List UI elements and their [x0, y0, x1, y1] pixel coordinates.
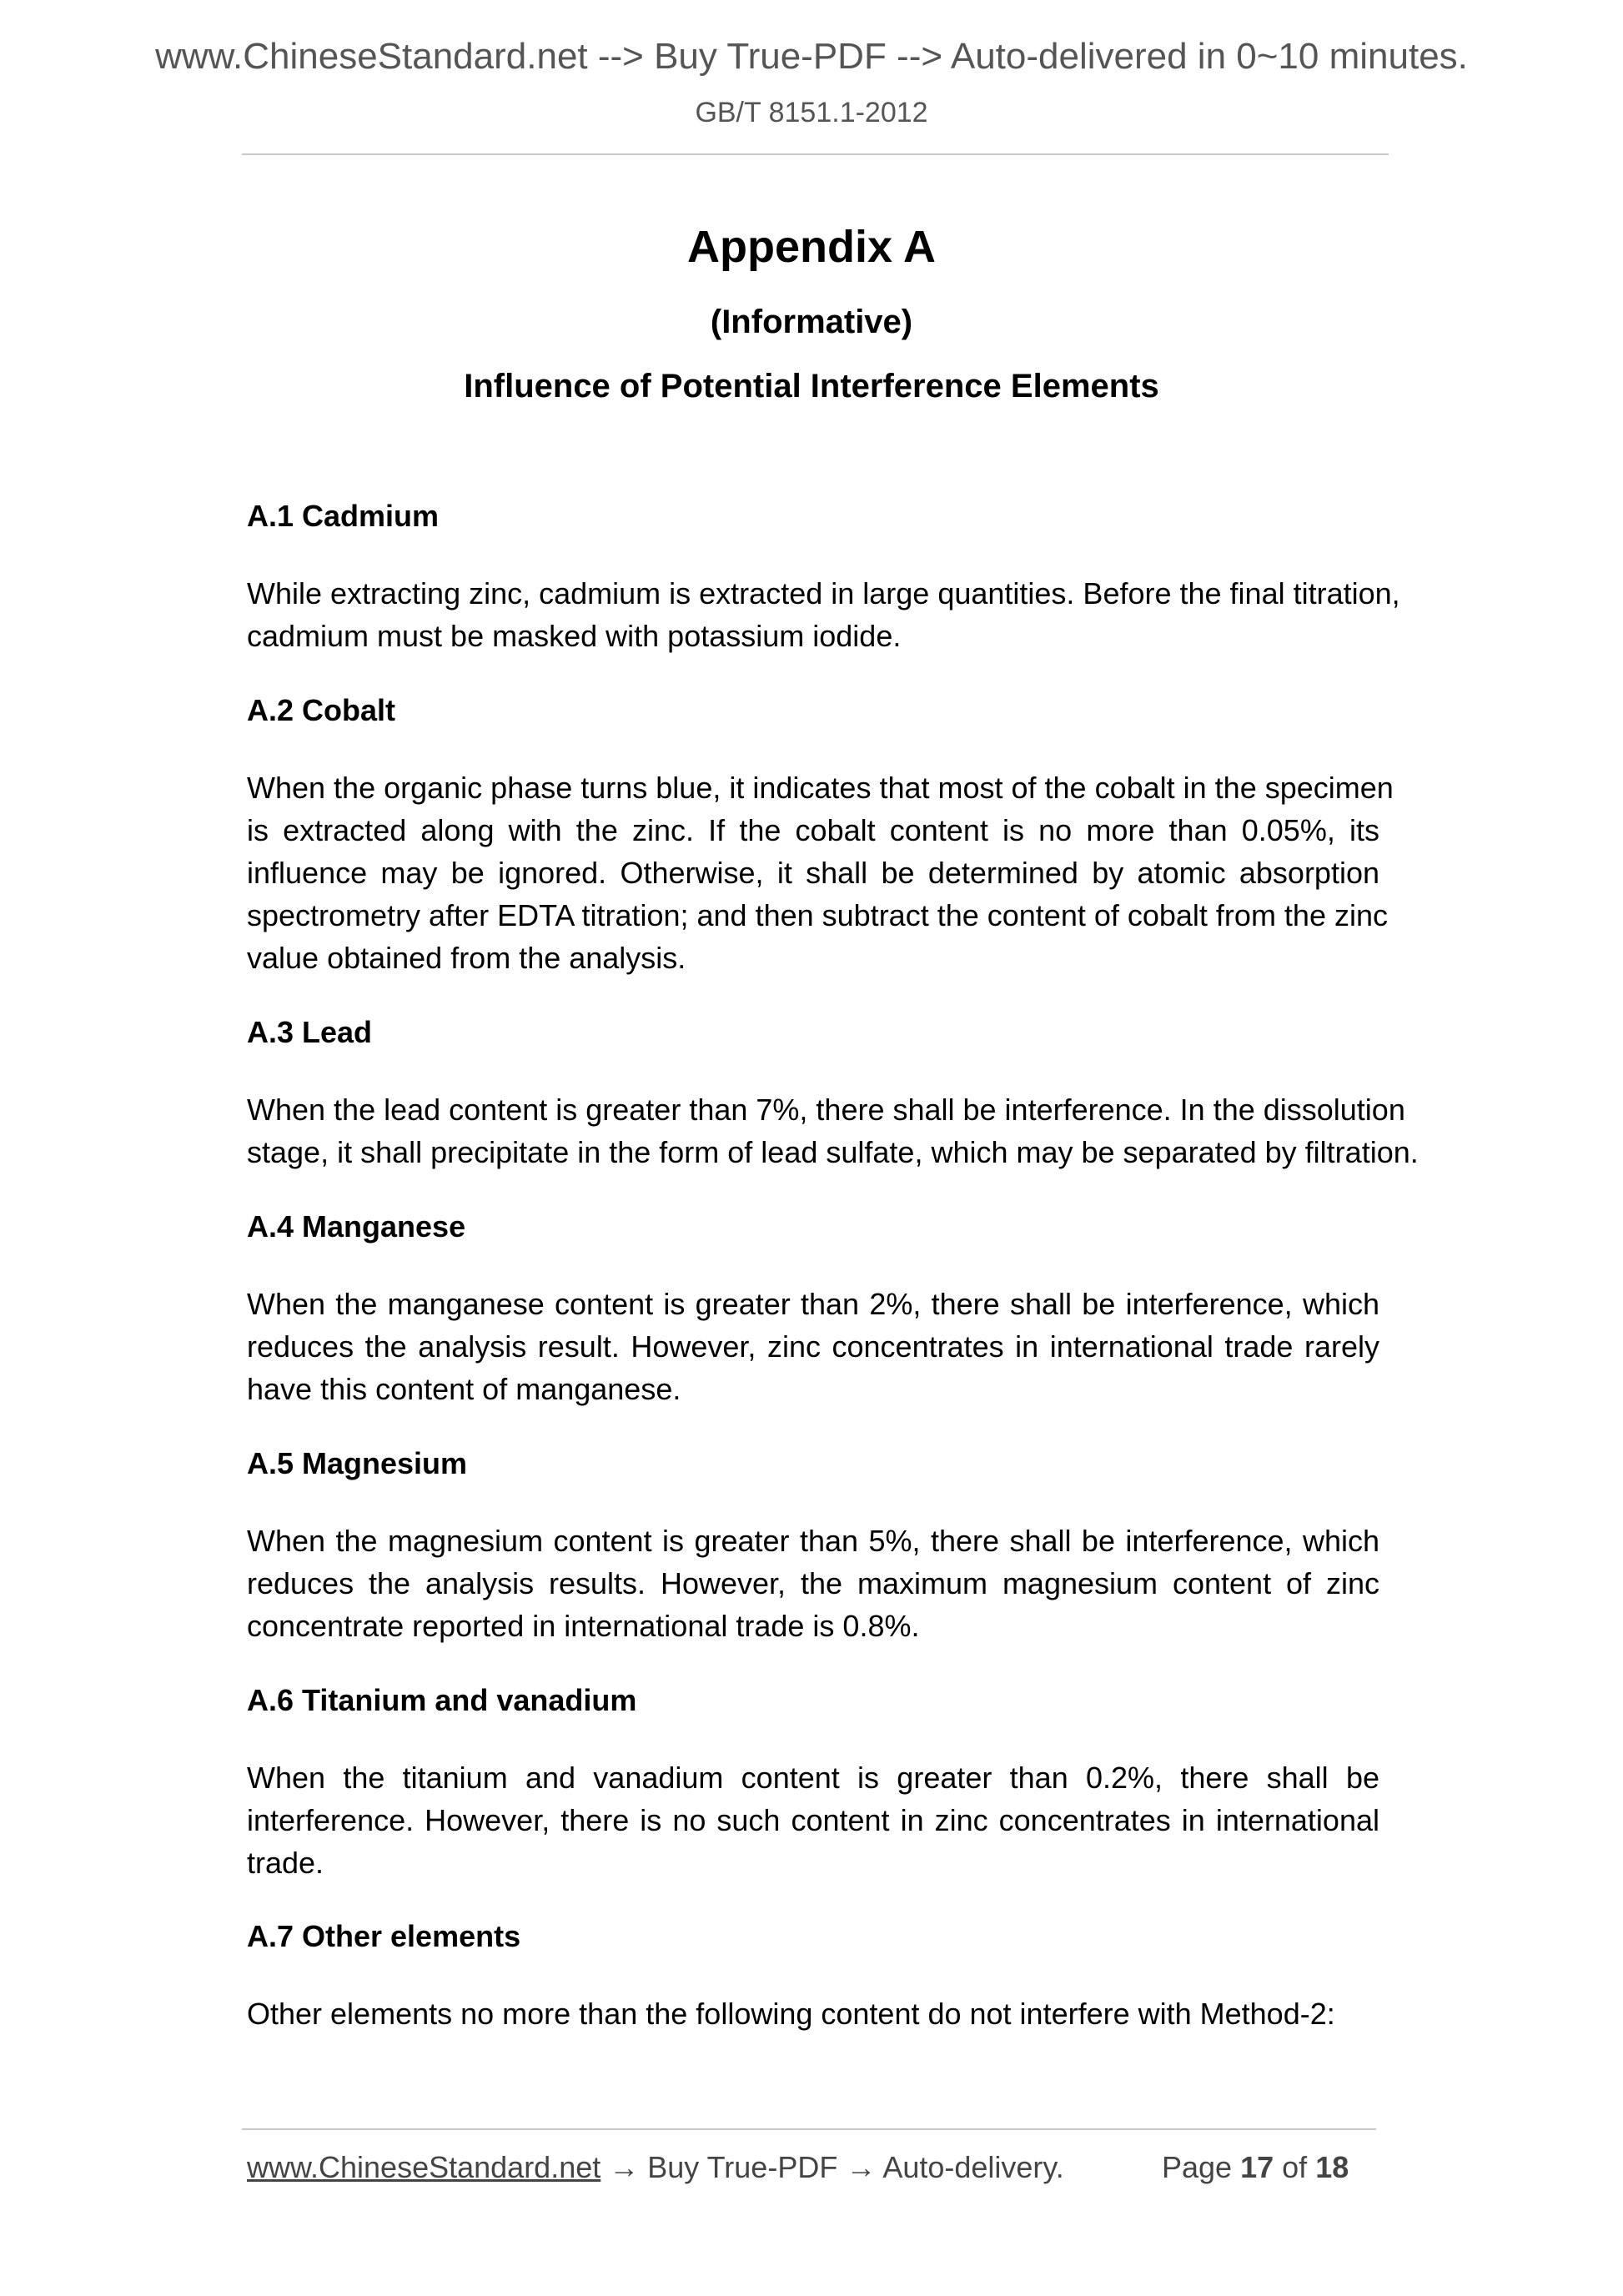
body-line: value obtained from the analysis.: [247, 941, 686, 975]
body-line: When the manganese content is greater than 2%, there shall be interference, which: [247, 1287, 1379, 1321]
body-line: reduces the analysis result. However, zinc concentrates in international trade rarely: [247, 1329, 1379, 1364]
body-line: When the titanium and vanadium content is greater than 0.2%, there shall be: [247, 1761, 1379, 1795]
body-line: When the magnesium content is greater than 5%, there shall be interference, which: [247, 1524, 1379, 1558]
section-body-a4: [247, 1283, 1379, 1410]
section-body-a3: [247, 1088, 1419, 1173]
section-body-a1: [247, 572, 1400, 657]
body-line: When the organic phase turns blue, it indicates that most of the cobalt in the specimen: [247, 771, 1394, 805]
page-indicator: [1162, 2148, 1349, 2187]
body-line: stage, it shall precipitate in the form of lead sulfate, which may be separated by filtration.: [247, 1135, 1419, 1169]
section-body-a5: [247, 1520, 1379, 1647]
page-current: 17: [1240, 2150, 1274, 2184]
body-line: spectrometry after EDTA titration; and then subtract the content of cobalt from the zinc: [247, 898, 1388, 932]
body-line: reduces the analysis results. However, the maximum magnesium content of zinc: [247, 1566, 1379, 1600]
appendix-title: Appendix A: [686, 222, 936, 272]
page-label: Page: [1162, 2150, 1233, 2184]
footer-site-link[interactable]: www.ChineseStandard.net: [247, 2150, 601, 2184]
page-total: 18: [1315, 2150, 1349, 2184]
appendix-heading: Influence of Potential Interference Elements: [464, 368, 1159, 404]
section-heading-a1: A.1 Cadmium: [247, 499, 440, 533]
section-body-a7: [247, 1992, 1379, 2035]
footer-promo: [247, 2148, 1064, 2187]
page-of: of: [1282, 2150, 1308, 2184]
section-heading-a6: A.6 Titanium and vanadium: [247, 1683, 637, 1717]
site-banner: www.ChineseStandard.net --> Buy True-PDF --> Auto-delivered in 0~10 minutes.: [155, 36, 1468, 77]
body-line: have this content of manganese.: [247, 1372, 681, 1406]
section-body-a2: [247, 766, 1394, 979]
section-body-a6: [247, 1756, 1379, 1884]
body-line: interference. However, there is no such content in zinc concentrates in international: [247, 1803, 1379, 1837]
footer-divider: [242, 2128, 1376, 2130]
body-line: While extracting zinc, cadmium is extracted in large quantities. Before the final titration,: [247, 576, 1400, 610]
section-heading-a7: A.7 Other elements: [247, 1919, 521, 1953]
section-heading-a4: A.4 Manganese: [247, 1209, 466, 1243]
section-heading-a3: A.3 Lead: [247, 1015, 373, 1049]
body-line: When the lead content is greater than 7%, there shall be interference. In the dissolution: [247, 1093, 1405, 1127]
body-line: cadmium must be masked with potassium iodide.: [247, 619, 902, 653]
section-heading-a2: A.2 Cobalt: [247, 693, 396, 727]
appendix-subtitle: (Informative): [710, 304, 913, 340]
body-line: influence may be ignored. Otherwise, it shall be determined by atomic absorption: [247, 856, 1379, 890]
body-line: concentrate reported in international trade is 0.8%.: [247, 1609, 920, 1643]
standard-code: GB/T 8151.1-2012: [695, 97, 928, 128]
header-divider: [242, 153, 1389, 155]
body-line: Other elements no more than the following content do not interfere with Method-2:: [247, 1997, 1335, 2031]
section-heading-a5: A.5 Magnesium: [247, 1446, 468, 1480]
body-line: trade.: [247, 1846, 324, 1880]
footer-promo-text: → Buy True-PDF → Auto-delivery.: [600, 2150, 1064, 2184]
body-line: is extracted along with the zinc. If the cobalt content is no more than 0.05%, its: [247, 813, 1379, 847]
